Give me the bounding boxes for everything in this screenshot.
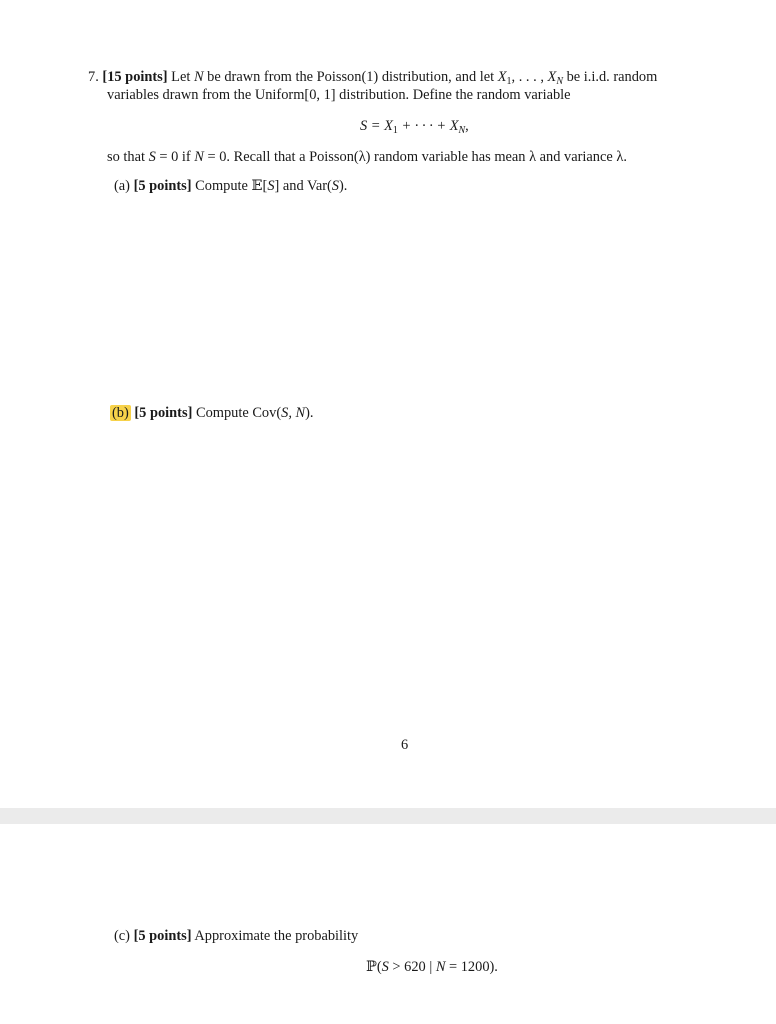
subscript: N xyxy=(556,76,563,87)
part-text: ). xyxy=(305,405,314,421)
note-text: = 0 if xyxy=(155,149,195,165)
subscript: N xyxy=(458,125,466,136)
part-text: Approximate the probability xyxy=(191,928,359,944)
var-s: S xyxy=(148,149,156,165)
var-s: S xyxy=(267,178,275,194)
equation-part: > 620 | xyxy=(388,959,436,975)
var-s: S xyxy=(381,959,389,975)
var-s: S xyxy=(360,118,368,134)
subscript: 1 xyxy=(506,76,512,87)
part-text: Compute 𝔼[ xyxy=(191,178,268,194)
part-text: ] and Var( xyxy=(274,178,332,194)
page-number: 6 xyxy=(401,737,409,753)
var-s-n: S, N xyxy=(281,405,306,421)
page-2 xyxy=(0,824,776,1024)
part-text: ). xyxy=(339,178,348,194)
problem-intro-line-2: variables drawn from the Uniform[0, 1] distribution. Define the random variable xyxy=(107,87,571,103)
note-text: = 0. Recall that a Poisson(λ) random variable has mean λ and variance λ. xyxy=(203,149,627,165)
problem-number: 7. xyxy=(88,69,99,85)
part-a xyxy=(114,177,347,195)
problem-note xyxy=(107,148,627,166)
part-label: (c) xyxy=(114,928,130,944)
part-b xyxy=(110,404,314,422)
part-text: Compute Cov( xyxy=(192,405,282,421)
part-points: [5 points] xyxy=(134,405,193,421)
page-separator xyxy=(0,808,776,824)
intro-text: be i.i.d. random xyxy=(562,69,658,85)
equation-part: = 1200). xyxy=(445,959,498,975)
problem-points: [15 points] xyxy=(102,69,168,85)
part-label-highlighted: (b) xyxy=(112,405,129,421)
var-s: S xyxy=(331,178,339,194)
subscript: 1 xyxy=(392,125,398,136)
var-n: N xyxy=(194,149,204,165)
equation-probability xyxy=(366,958,498,976)
part-c xyxy=(114,927,358,945)
equation-part: + · · · + X xyxy=(397,118,459,134)
intro-text: , . . . , xyxy=(511,69,548,85)
equation-part: = X xyxy=(367,118,393,134)
part-points: [5 points] xyxy=(133,928,192,944)
part-points: [5 points] xyxy=(133,178,192,194)
part-label: (a) xyxy=(114,178,130,194)
equation-part: , xyxy=(465,118,469,134)
var-x: X xyxy=(547,69,557,85)
note-text: so that xyxy=(107,149,149,165)
equation-sum xyxy=(360,117,469,140)
intro-text: be drawn from the Poisson(1) distribution, and let xyxy=(203,69,498,85)
equation-part: ℙ( xyxy=(366,959,382,975)
var-n: N xyxy=(193,69,204,85)
var-x: X xyxy=(497,69,507,85)
intro-text: Let xyxy=(167,69,194,85)
var-n: N xyxy=(435,959,446,975)
